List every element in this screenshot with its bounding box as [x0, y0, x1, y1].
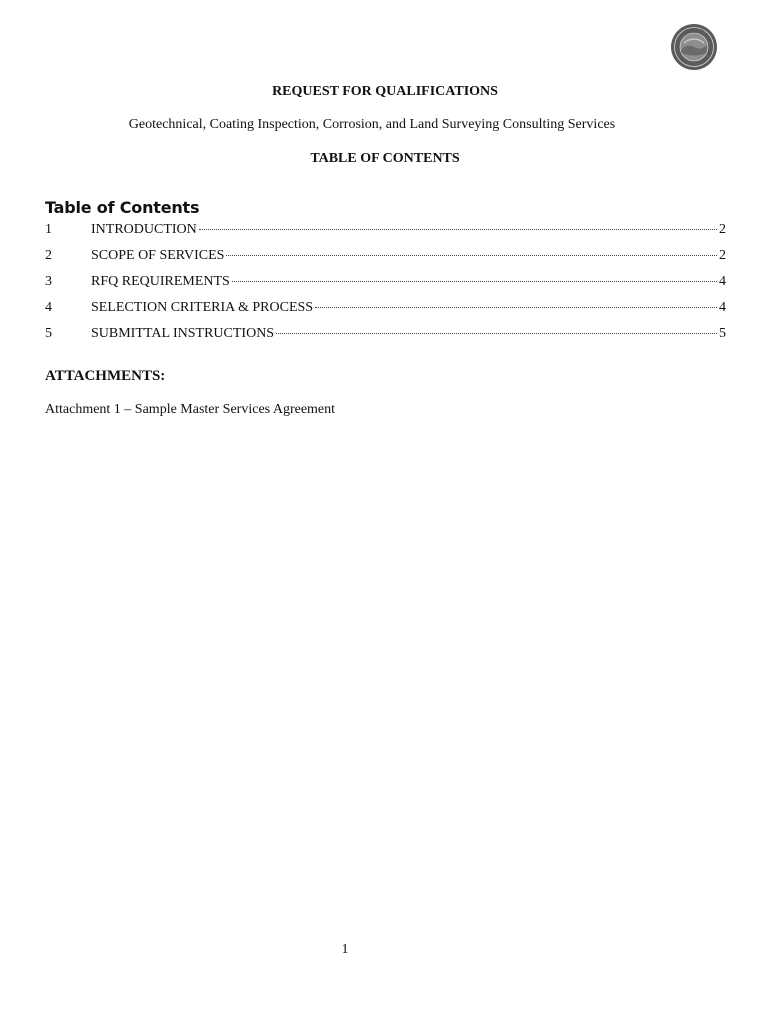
toc-entry-page: 2 [719, 222, 726, 237]
toc-entry-number: 5 [45, 326, 52, 341]
toc-leader-dots [226, 255, 717, 256]
section-title: TABLE OF CONTENTS [310, 151, 460, 166]
toc-leader-dots [199, 229, 717, 230]
toc-leader-dots [232, 281, 717, 282]
toc-entry-title: INTRODUCTION [91, 222, 197, 237]
toc-entry[interactable] [45, 222, 726, 248]
toc-entry-title: SUBMITTAL INSTRUCTIONS [91, 326, 275, 341]
county-seal-icon [670, 23, 718, 71]
toc-entry-page: 5 [719, 326, 726, 341]
toc-leader-dots [315, 307, 717, 308]
toc-heading: Table of Contents [45, 198, 200, 217]
toc-entry-number: 2 [45, 248, 52, 263]
toc-leader-dots [276, 333, 717, 334]
toc-entry[interactable] [45, 326, 726, 352]
toc-entry[interactable] [45, 300, 726, 326]
toc-entry[interactable] [45, 274, 726, 300]
page-number: 1 [341, 942, 349, 957]
attachments-heading: ATTACHMENTS: [45, 368, 166, 384]
toc-entry-number: 4 [45, 300, 52, 315]
toc-entry-title: SCOPE OF SERVICES [91, 248, 225, 263]
toc-entry-number: 1 [45, 222, 52, 237]
toc-entry-number: 3 [45, 274, 52, 289]
toc-entry[interactable] [45, 248, 726, 274]
toc-entry-page: 4 [719, 274, 726, 289]
toc-entry-title: SELECTION CRITERIA & PROCESS [91, 300, 314, 315]
document-title: REQUEST FOR QUALIFICATIONS [272, 84, 498, 99]
attachment-item: Attachment 1 – Sample Master Services Agreement [45, 402, 336, 417]
toc-list [45, 222, 726, 352]
toc-entry-title: RFQ REQUIREMENTS [91, 274, 230, 289]
toc-entry-page: 2 [719, 248, 726, 263]
toc-entry-page: 4 [719, 300, 726, 315]
document-subtitle: Geotechnical, Coating Inspection, Corrosion, and Land Surveying Consulting Services [128, 117, 616, 132]
